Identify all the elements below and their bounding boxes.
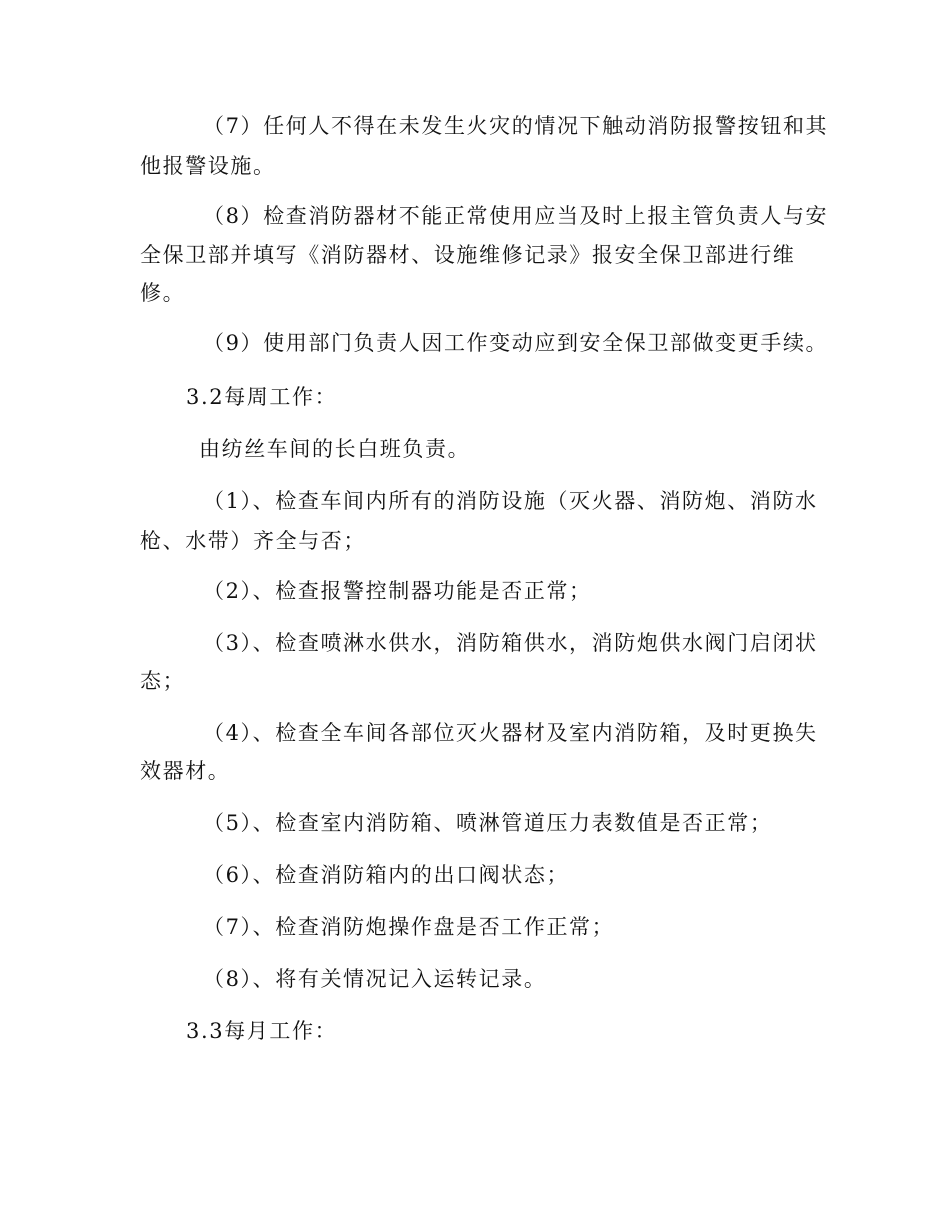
item-7-line-2: 他报警设施。 — [140, 154, 276, 178]
weekly-item-1-line-2: 枪、水带）齐全与否； — [140, 529, 366, 553]
section-heading-monthly: 3.3每月工作： — [186, 1019, 338, 1043]
weekly-item-1-line-1: （1）、检查车间内所有的消防设施（灭火器、消防炮、消防水 — [203, 489, 818, 513]
item-8-line-2: 全保卫部并填写《消防器材、设施维修记录》报安全保卫部进行维 — [140, 243, 796, 267]
weekly-responsibility: 由纺丝车间的长白班负责。 — [199, 437, 471, 461]
item-7-line-1: （7）任何人不得在未发生火灾的情况下触动消防报警按钮和其 — [203, 114, 829, 138]
item-9-line-1: （9）使用部门负责人因工作变动应到安全保卫部做变更手续。 — [203, 331, 829, 355]
weekly-item-4-line-1: （4）、检查全车间各部位灭火器材及室内消防箱，及时更换失 — [203, 721, 818, 745]
weekly-item-3-line-2: 态； — [140, 669, 186, 693]
weekly-item-7: （7）、检查消防炮操作盘是否工作正常； — [203, 915, 615, 939]
weekly-item-2: （2）、检查报警控制器功能是否正常； — [203, 579, 592, 603]
weekly-item-5: （5）、检查室内消防箱、喷淋管道压力表数值是否正常； — [203, 811, 773, 835]
weekly-item-4-line-2: 效器材。 — [140, 759, 231, 783]
item-8-line-1: （8）检查消防器材不能正常使用应当及时上报主管负责人与安 — [203, 204, 829, 228]
item-8-line-3: 修。 — [140, 281, 186, 305]
weekly-item-8: （8）、将有关情况记入运转记录。 — [203, 967, 547, 991]
weekly-item-3-line-1: （3）、检查喷淋水供水，消防箱供水，消防炮供水阀门启闭状 — [203, 631, 818, 655]
section-heading-weekly: 3.2每周工作： — [186, 385, 338, 409]
weekly-item-6: （6）、检查消防箱内的出口阀状态； — [203, 863, 570, 887]
